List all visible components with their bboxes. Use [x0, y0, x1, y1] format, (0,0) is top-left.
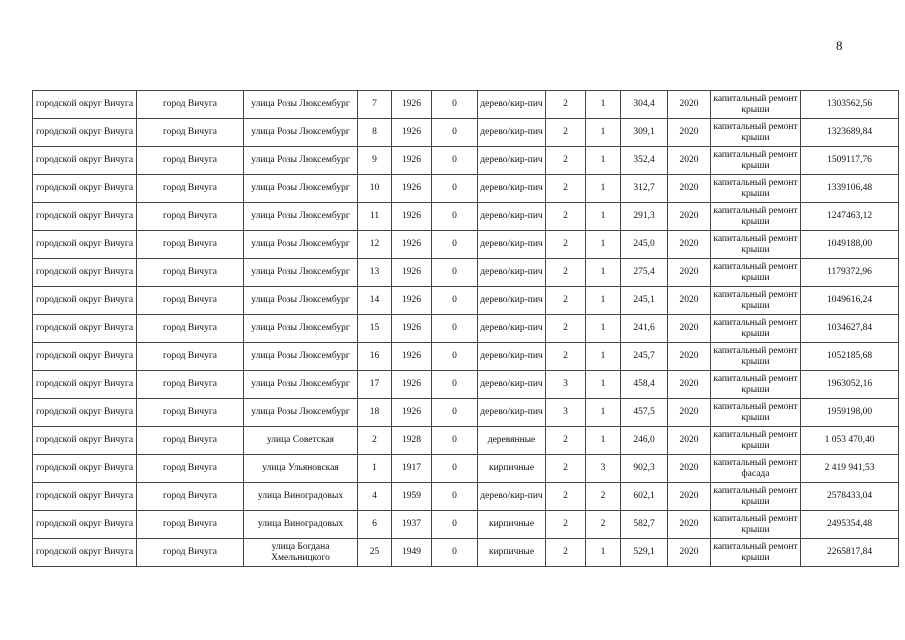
settlement-cell: город Вичуга: [137, 371, 244, 399]
value-zero-cell: 0: [432, 147, 478, 175]
area-cell: 457,5: [621, 399, 668, 427]
cost-cell: 1049188,00: [801, 231, 899, 259]
value-zero-cell: 0: [432, 483, 478, 511]
work-type-cell: капитальный ремонт крыши: [711, 511, 801, 539]
cost-cell: 1247463,12: [801, 203, 899, 231]
settlement-cell: город Вичуга: [137, 455, 244, 483]
wall-material-cell: дерево/кир-пич: [478, 91, 546, 119]
table-row: [33, 343, 899, 371]
floors-cell: 3: [546, 371, 586, 399]
municipality-cell: городской округ Вичуга: [33, 175, 137, 203]
work-type-cell: капитальный ремонт крыши: [711, 147, 801, 175]
build-year-cell: 1926: [392, 343, 432, 371]
work-type-cell: капитальный ремонт крыши: [711, 427, 801, 455]
wall-material-cell: дерево/кир-пич: [478, 119, 546, 147]
floors-cell: 2: [546, 259, 586, 287]
work-type-cell: капитальный ремонт фасада: [711, 455, 801, 483]
settlement-cell: город Вичуга: [137, 231, 244, 259]
wall-material-cell: кирпичные: [478, 539, 546, 567]
page-number: 8: [836, 38, 843, 53]
work-type-cell: капитальный ремонт крыши: [711, 399, 801, 427]
value-zero-cell: 0: [432, 287, 478, 315]
house-number-cell: 15: [358, 315, 392, 343]
table-row: [33, 147, 899, 175]
entrances-cell: 1: [586, 427, 621, 455]
cost-cell: 2495354,48: [801, 511, 899, 539]
build-year-cell: 1959: [392, 483, 432, 511]
street-cell: улица Розы Люксембург: [244, 231, 358, 259]
build-year-cell: 1926: [392, 203, 432, 231]
area-cell: 312,7: [621, 175, 668, 203]
area-cell: 246,0: [621, 427, 668, 455]
build-year-cell: 1926: [392, 147, 432, 175]
street-cell: улица Розы Люксембург: [244, 399, 358, 427]
house-number-cell: 9: [358, 147, 392, 175]
municipality-cell: городской округ Вичуга: [33, 455, 137, 483]
table-row: [33, 399, 899, 427]
area-cell: 275,4: [621, 259, 668, 287]
municipality-cell: городской округ Вичуга: [33, 399, 137, 427]
table-row: [33, 315, 899, 343]
street-cell: улица Розы Люксембург: [244, 119, 358, 147]
municipality-cell: городской округ Вичуга: [33, 147, 137, 175]
settlement-cell: город Вичуга: [137, 259, 244, 287]
work-type-cell: капитальный ремонт крыши: [711, 231, 801, 259]
build-year-cell: 1926: [392, 315, 432, 343]
value-zero-cell: 0: [432, 399, 478, 427]
floors-cell: 2: [546, 539, 586, 567]
build-year-cell: 1926: [392, 119, 432, 147]
housing-repair-table: [32, 90, 899, 567]
floors-cell: 2: [546, 511, 586, 539]
floors-cell: 3: [546, 399, 586, 427]
floors-cell: 2: [546, 455, 586, 483]
value-zero-cell: 0: [432, 343, 478, 371]
house-number-cell: 1: [358, 455, 392, 483]
wall-material-cell: деревянные: [478, 427, 546, 455]
floors-cell: 2: [546, 175, 586, 203]
year-cell: 2020: [668, 455, 711, 483]
floors-cell: 2: [546, 315, 586, 343]
floors-cell: 2: [546, 287, 586, 315]
entrances-cell: 1: [586, 343, 621, 371]
year-cell: 2020: [668, 539, 711, 567]
area-cell: 245,7: [621, 343, 668, 371]
house-number-cell: 17: [358, 371, 392, 399]
table-row: [33, 119, 899, 147]
entrances-cell: 2: [586, 483, 621, 511]
cost-cell: 1179372,96: [801, 259, 899, 287]
street-cell: улица Виноградовых: [244, 483, 358, 511]
work-type-cell: капитальный ремонт крыши: [711, 175, 801, 203]
area-cell: 291,3: [621, 203, 668, 231]
municipality-cell: городской округ Вичуга: [33, 511, 137, 539]
value-zero-cell: 0: [432, 175, 478, 203]
work-type-cell: капитальный ремонт крыши: [711, 119, 801, 147]
work-type-cell: капитальный ремонт крыши: [711, 539, 801, 567]
municipality-cell: городской округ Вичуга: [33, 343, 137, 371]
value-zero-cell: 0: [432, 91, 478, 119]
entrances-cell: 1: [586, 119, 621, 147]
street-cell: улица Розы Люксембург: [244, 287, 358, 315]
wall-material-cell: дерево/кир-пич: [478, 315, 546, 343]
year-cell: 2020: [668, 147, 711, 175]
entrances-cell: 1: [586, 259, 621, 287]
work-type-cell: капитальный ремонт крыши: [711, 483, 801, 511]
value-zero-cell: 0: [432, 455, 478, 483]
wall-material-cell: дерево/кир-пич: [478, 399, 546, 427]
cost-cell: 1303562,56: [801, 91, 899, 119]
table-row: [33, 287, 899, 315]
settlement-cell: город Вичуга: [137, 203, 244, 231]
area-cell: 458,4: [621, 371, 668, 399]
value-zero-cell: 0: [432, 231, 478, 259]
table-row: [33, 483, 899, 511]
year-cell: 2020: [668, 231, 711, 259]
table-body: [33, 91, 899, 567]
house-number-cell: 2: [358, 427, 392, 455]
build-year-cell: 1926: [392, 175, 432, 203]
cost-cell: 2265817,84: [801, 539, 899, 567]
cost-cell: 1509117,76: [801, 147, 899, 175]
street-cell: улица Розы Люксембург: [244, 147, 358, 175]
floors-cell: 2: [546, 147, 586, 175]
year-cell: 2020: [668, 483, 711, 511]
table-row: [33, 175, 899, 203]
year-cell: 2020: [668, 315, 711, 343]
house-number-cell: 10: [358, 175, 392, 203]
floors-cell: 2: [546, 91, 586, 119]
value-zero-cell: 0: [432, 203, 478, 231]
work-type-cell: капитальный ремонт крыши: [711, 371, 801, 399]
wall-material-cell: дерево/кир-пич: [478, 371, 546, 399]
cost-cell: 1 053 470,40: [801, 427, 899, 455]
value-zero-cell: 0: [432, 427, 478, 455]
settlement-cell: город Вичуга: [137, 175, 244, 203]
entrances-cell: 1: [586, 203, 621, 231]
house-number-cell: 18: [358, 399, 392, 427]
house-number-cell: 6: [358, 511, 392, 539]
table-row: [33, 427, 899, 455]
entrances-cell: 1: [586, 147, 621, 175]
year-cell: 2020: [668, 203, 711, 231]
wall-material-cell: дерево/кир-пич: [478, 287, 546, 315]
cost-cell: 1323689,84: [801, 119, 899, 147]
cost-cell: 1963052,16: [801, 371, 899, 399]
street-cell: улица Розы Люксембург: [244, 343, 358, 371]
floors-cell: 2: [546, 427, 586, 455]
area-cell: 241,6: [621, 315, 668, 343]
entrances-cell: 1: [586, 231, 621, 259]
area-cell: 352,4: [621, 147, 668, 175]
area-cell: 902,3: [621, 455, 668, 483]
entrances-cell: 1: [586, 539, 621, 567]
build-year-cell: 1926: [392, 231, 432, 259]
street-cell: улица Богдана Хмельницкого: [244, 539, 358, 567]
settlement-cell: город Вичуга: [137, 511, 244, 539]
municipality-cell: городской округ Вичуга: [33, 91, 137, 119]
year-cell: 2020: [668, 427, 711, 455]
street-cell: улица Розы Люксембург: [244, 175, 358, 203]
build-year-cell: 1926: [392, 259, 432, 287]
municipality-cell: городской округ Вичуга: [33, 203, 137, 231]
floors-cell: 2: [546, 343, 586, 371]
street-cell: улица Ульяновская: [244, 455, 358, 483]
municipality-cell: городской округ Вичуга: [33, 259, 137, 287]
value-zero-cell: 0: [432, 539, 478, 567]
cost-cell: 2 419 941,53: [801, 455, 899, 483]
settlement-cell: город Вичуга: [137, 539, 244, 567]
settlement-cell: город Вичуга: [137, 399, 244, 427]
settlement-cell: город Вичуга: [137, 343, 244, 371]
floors-cell: 2: [546, 483, 586, 511]
wall-material-cell: дерево/кир-пич: [478, 203, 546, 231]
build-year-cell: 1917: [392, 455, 432, 483]
entrances-cell: 1: [586, 175, 621, 203]
area-cell: 582,7: [621, 511, 668, 539]
build-year-cell: 1937: [392, 511, 432, 539]
street-cell: улица Советская: [244, 427, 358, 455]
year-cell: 2020: [668, 175, 711, 203]
area-cell: 309,1: [621, 119, 668, 147]
wall-material-cell: дерево/кир-пич: [478, 147, 546, 175]
house-number-cell: 13: [358, 259, 392, 287]
value-zero-cell: 0: [432, 371, 478, 399]
table-row: [33, 455, 899, 483]
year-cell: 2020: [668, 91, 711, 119]
street-cell: улица Розы Люксембург: [244, 259, 358, 287]
municipality-cell: городской округ Вичуга: [33, 427, 137, 455]
build-year-cell: 1926: [392, 91, 432, 119]
table-row: [33, 203, 899, 231]
cost-cell: 1052185,68: [801, 343, 899, 371]
house-number-cell: 12: [358, 231, 392, 259]
area-cell: 529,1: [621, 539, 668, 567]
house-number-cell: 14: [358, 287, 392, 315]
work-type-cell: капитальный ремонт крыши: [711, 343, 801, 371]
table-row: [33, 231, 899, 259]
municipality-cell: городской округ Вичуга: [33, 315, 137, 343]
entrances-cell: 3: [586, 455, 621, 483]
house-number-cell: 7: [358, 91, 392, 119]
house-number-cell: 8: [358, 119, 392, 147]
cost-cell: 1959198,00: [801, 399, 899, 427]
build-year-cell: 1949: [392, 539, 432, 567]
street-cell: улица Розы Люксембург: [244, 315, 358, 343]
entrances-cell: 2: [586, 511, 621, 539]
wall-material-cell: кирпичные: [478, 455, 546, 483]
entrances-cell: 1: [586, 315, 621, 343]
house-number-cell: 4: [358, 483, 392, 511]
table-row: [33, 259, 899, 287]
municipality-cell: городской округ Вичуга: [33, 371, 137, 399]
value-zero-cell: 0: [432, 119, 478, 147]
build-year-cell: 1926: [392, 371, 432, 399]
year-cell: 2020: [668, 399, 711, 427]
table-row: [33, 539, 899, 567]
wall-material-cell: дерево/кир-пич: [478, 343, 546, 371]
value-zero-cell: 0: [432, 315, 478, 343]
floors-cell: 2: [546, 203, 586, 231]
wall-material-cell: кирпичные: [478, 511, 546, 539]
entrances-cell: 1: [586, 371, 621, 399]
work-type-cell: капитальный ремонт крыши: [711, 203, 801, 231]
house-number-cell: 11: [358, 203, 392, 231]
house-number-cell: 16: [358, 343, 392, 371]
work-type-cell: капитальный ремонт крыши: [711, 259, 801, 287]
street-cell: улица Виноградовых: [244, 511, 358, 539]
settlement-cell: город Вичуга: [137, 287, 244, 315]
work-type-cell: капитальный ремонт крыши: [711, 91, 801, 119]
street-cell: улица Розы Люксембург: [244, 371, 358, 399]
wall-material-cell: дерево/кир-пич: [478, 231, 546, 259]
municipality-cell: городской округ Вичуга: [33, 231, 137, 259]
work-type-cell: капитальный ремонт крыши: [711, 315, 801, 343]
build-year-cell: 1926: [392, 287, 432, 315]
cost-cell: 2578433,04: [801, 483, 899, 511]
street-cell: улица Розы Люксембург: [244, 203, 358, 231]
floors-cell: 2: [546, 231, 586, 259]
build-year-cell: 1926: [392, 399, 432, 427]
municipality-cell: городской округ Вичуга: [33, 483, 137, 511]
value-zero-cell: 0: [432, 511, 478, 539]
year-cell: 2020: [668, 371, 711, 399]
cost-cell: 1049616,24: [801, 287, 899, 315]
settlement-cell: город Вичуга: [137, 119, 244, 147]
settlement-cell: город Вичуга: [137, 483, 244, 511]
municipality-cell: городской округ Вичуга: [33, 287, 137, 315]
area-cell: 304,4: [621, 91, 668, 119]
area-cell: 245,1: [621, 287, 668, 315]
wall-material-cell: дерево/кир-пич: [478, 483, 546, 511]
entrances-cell: 1: [586, 287, 621, 315]
cost-cell: 1034627,84: [801, 315, 899, 343]
settlement-cell: город Вичуга: [137, 147, 244, 175]
settlement-cell: город Вичуга: [137, 427, 244, 455]
build-year-cell: 1928: [392, 427, 432, 455]
area-cell: 245,0: [621, 231, 668, 259]
municipality-cell: городской округ Вичуга: [33, 119, 137, 147]
entrances-cell: 1: [586, 399, 621, 427]
table-row: [33, 511, 899, 539]
year-cell: 2020: [668, 511, 711, 539]
settlement-cell: город Вичуга: [137, 91, 244, 119]
municipality-cell: городской округ Вичуга: [33, 539, 137, 567]
table-row: [33, 91, 899, 119]
wall-material-cell: дерево/кир-пич: [478, 175, 546, 203]
year-cell: 2020: [668, 287, 711, 315]
table-row: [33, 371, 899, 399]
settlement-cell: город Вичуга: [137, 315, 244, 343]
year-cell: 2020: [668, 259, 711, 287]
floors-cell: 2: [546, 119, 586, 147]
house-number-cell: 25: [358, 539, 392, 567]
cost-cell: 1339106,48: [801, 175, 899, 203]
wall-material-cell: дерево/кир-пич: [478, 259, 546, 287]
year-cell: 2020: [668, 119, 711, 147]
street-cell: улица Розы Люксембург: [244, 91, 358, 119]
work-type-cell: капитальный ремонт крыши: [711, 287, 801, 315]
entrances-cell: 1: [586, 91, 621, 119]
value-zero-cell: 0: [432, 259, 478, 287]
year-cell: 2020: [668, 343, 711, 371]
area-cell: 602,1: [621, 483, 668, 511]
